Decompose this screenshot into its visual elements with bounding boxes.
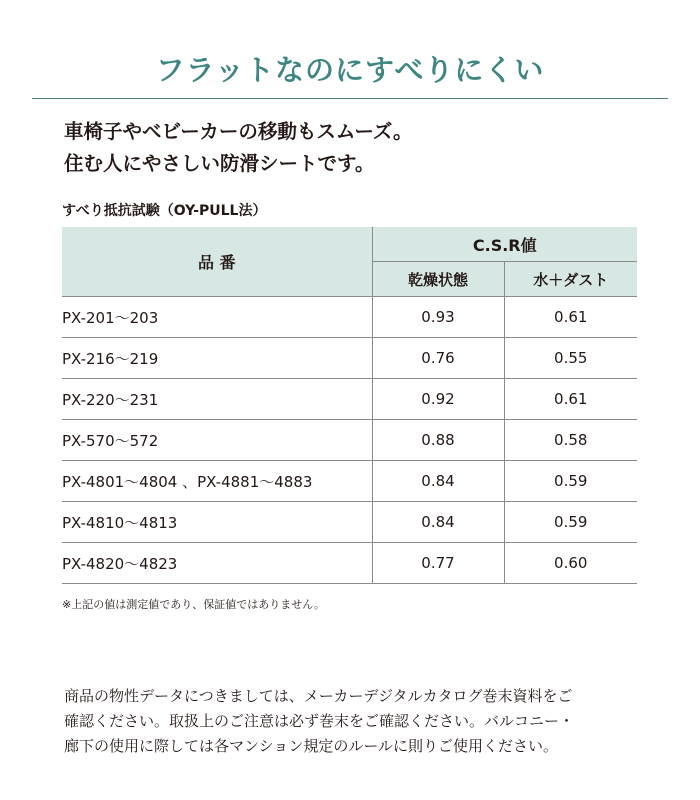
table-row — [62, 502, 637, 543]
measurement-note: ※上記の値は測定値であり、保証値ではありません。 — [62, 598, 325, 611]
dry-value: 0.88 — [372, 420, 504, 461]
lead-line-1: 車椅子やベビーカーの移動もスムーズ。 — [64, 120, 413, 143]
table-row — [62, 338, 637, 379]
product-name: PX-4801〜4804 、PX-4881〜4883 — [62, 461, 372, 502]
lead-line-2: 住む人にやさしい防滑シートです。 — [64, 152, 375, 175]
dry-value: 0.77 — [372, 543, 504, 584]
wet-value: 0.60 — [504, 543, 637, 584]
page-title: フラットなのにすべりにくい — [155, 53, 545, 87]
table-row — [62, 461, 637, 502]
product-name: PX-570〜572 — [62, 420, 372, 461]
table-row — [62, 420, 637, 461]
wet-value: 0.58 — [504, 420, 637, 461]
header-wet: 水＋ダスト — [504, 262, 637, 297]
header-dry: 乾燥状態 — [372, 262, 504, 297]
title-divider — [32, 98, 668, 99]
wet-value: 0.61 — [504, 379, 637, 420]
footer-line-2: 確認ください。取扱上のご注意は必ず巻末をご確認ください。バルコニー・ — [64, 712, 575, 730]
wet-value: 0.61 — [504, 297, 637, 338]
footer-line-3: 廊下の使用に際しては各マンション規定のルールに則りご使用ください。 — [64, 737, 559, 755]
dry-value: 0.84 — [372, 461, 504, 502]
wet-value: 0.55 — [504, 338, 637, 379]
dry-value: 0.76 — [372, 338, 504, 379]
footer-text — [64, 684, 664, 759]
table-row — [62, 379, 637, 420]
product-name: PX-4820〜4823 — [62, 543, 372, 584]
table-row — [62, 543, 637, 584]
header-csr: C.S.R値 — [372, 227, 637, 262]
lead-text — [64, 116, 664, 180]
product-name: PX-220〜231 — [62, 379, 372, 420]
table-caption: すべり抵抗試験（OY-PULL法） — [62, 203, 267, 219]
product-name: PX-216〜219 — [62, 338, 372, 379]
wet-value: 0.59 — [504, 461, 637, 502]
table-row — [62, 297, 637, 338]
dry-value: 0.84 — [372, 502, 504, 543]
dry-value: 0.93 — [372, 297, 504, 338]
footer-line-1: 商品の物性データにつきましては、メーカーデジタルカタログ巻末資料をご — [64, 687, 573, 705]
header-product: 品 番 — [62, 227, 372, 297]
product-name: PX-4810〜4813 — [62, 502, 372, 543]
dry-value: 0.92 — [372, 379, 504, 420]
slip-resistance-table — [62, 227, 637, 584]
wet-value: 0.59 — [504, 502, 637, 543]
product-name: PX-201〜203 — [62, 297, 372, 338]
